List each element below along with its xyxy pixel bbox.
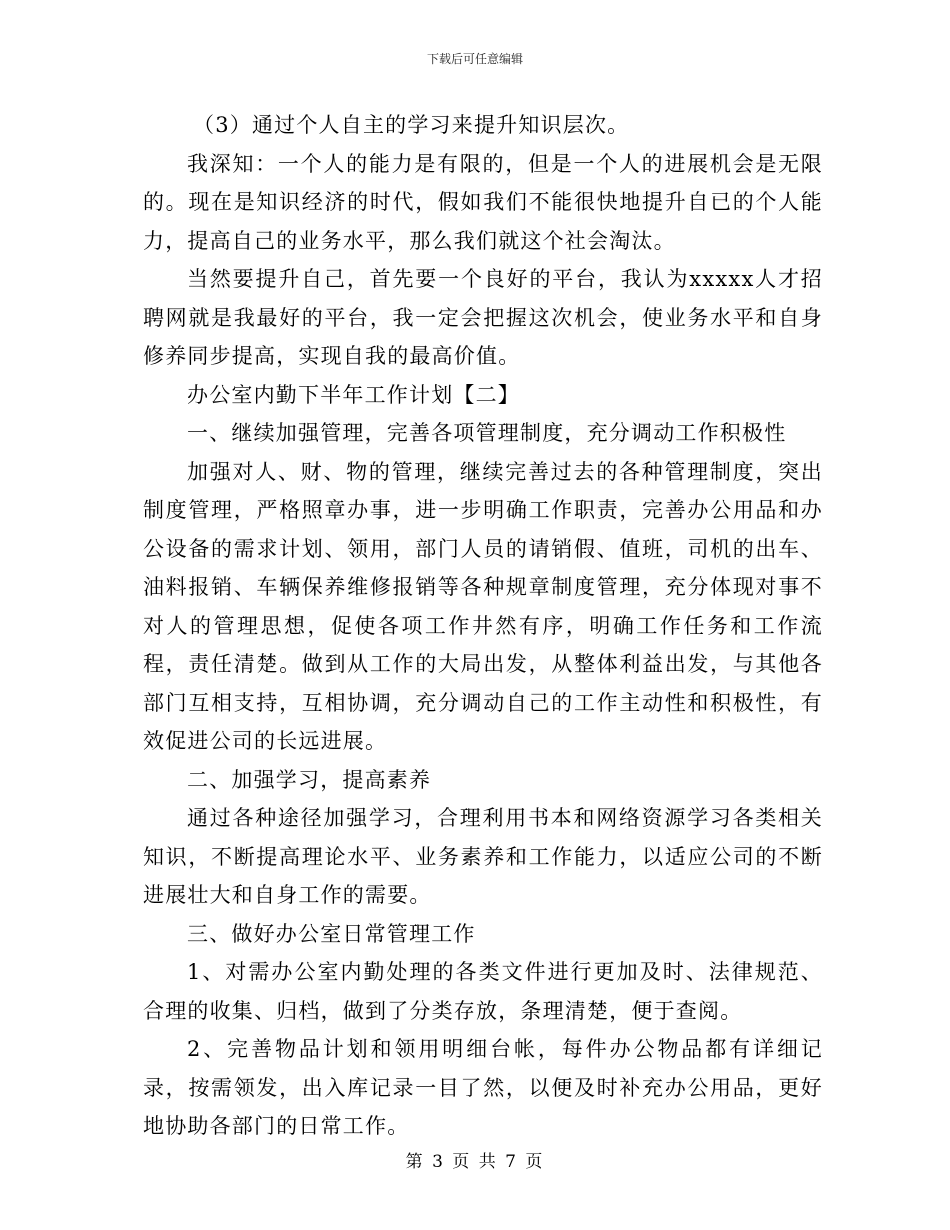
heading-daily-management: 三、做好办公室日常管理工作 <box>187 921 476 946</box>
paragraph-ability-limited: 我深知：一个人的能力是有限的，但是一个人的进展机会是无限的。现在是知识经济的时代，假如我们不能很快地提升自已的个人能力，提高自己的业务水平，那么我们就这个社会淘汰。 <box>143 151 823 253</box>
paragraph-document-filing: 1、对需办公室内勤处理的各类文件进行更加及时、法律规范、合理的收集、归档，做到了分类存放，条理清楚，便于查阅。 <box>143 960 823 1023</box>
paragraph-learning-details: 通过各种途径加强学习，合理利用书本和网络资源学习各类相关知识，不断提高理论水平、业务素养和工作能力，以适应公司的不断进展壮大和自身工作的需要。 <box>143 806 823 907</box>
paragraph-management-details: 加强对人、财、物的管理，继续完善过去的各种管理制度，突出制度管理，严格照章办事，进一步明确工作职责，完善办公用品和办公设备的需求计划、领用，部门人员的请销假、值班，司机的出车、油料报销、车辆保养维修报销等各种规章制度管理，充分体现对事不对人的管理思想，促使各项工作井然有序，明确工作任务和工作流程，责任清楚。做到从工作的大局出发，从整体利益出发，与其他各部门互相支持，互相协调，充分调动自己的工作主动性和积极性，有效促进公司的长远进展。 <box>143 459 823 753</box>
document-body <box>143 106 823 1146</box>
heading-strengthen-learning: 二、加强学习，提高素养 <box>187 767 432 792</box>
page-header-note: 下载后可任意编辑 <box>426 52 523 66</box>
page-number: 第 3 页 共 7 页 <box>405 1152 545 1172</box>
paragraph-supplies-ledger: 2、完善物品计划和领用明细台帐，每件办公物品都有详细记录，按需领发，出入库记录一目了然，以便及时补充办公用品，更好地协助各部门的日常工作。 <box>143 1037 823 1138</box>
paragraph-platform: 当然要提升自己，首先要一个良好的平台，我认为xxxxx人才招聘网就是我最好的平台，我一定会把握这次机会，使业务水平和自身修养同步提高，实现自我的最高价值。 <box>143 267 823 368</box>
heading-strengthen-management: 一、继续加强管理，完善各项管理制度，充分调动工作积极性 <box>187 421 787 445</box>
section-title-plan-two: 办公室内勤下半年工作计划【二】 <box>187 382 520 407</box>
paragraph-self-study: （3）通过个人自主的学习来提升知识层次。 <box>193 113 630 137</box>
